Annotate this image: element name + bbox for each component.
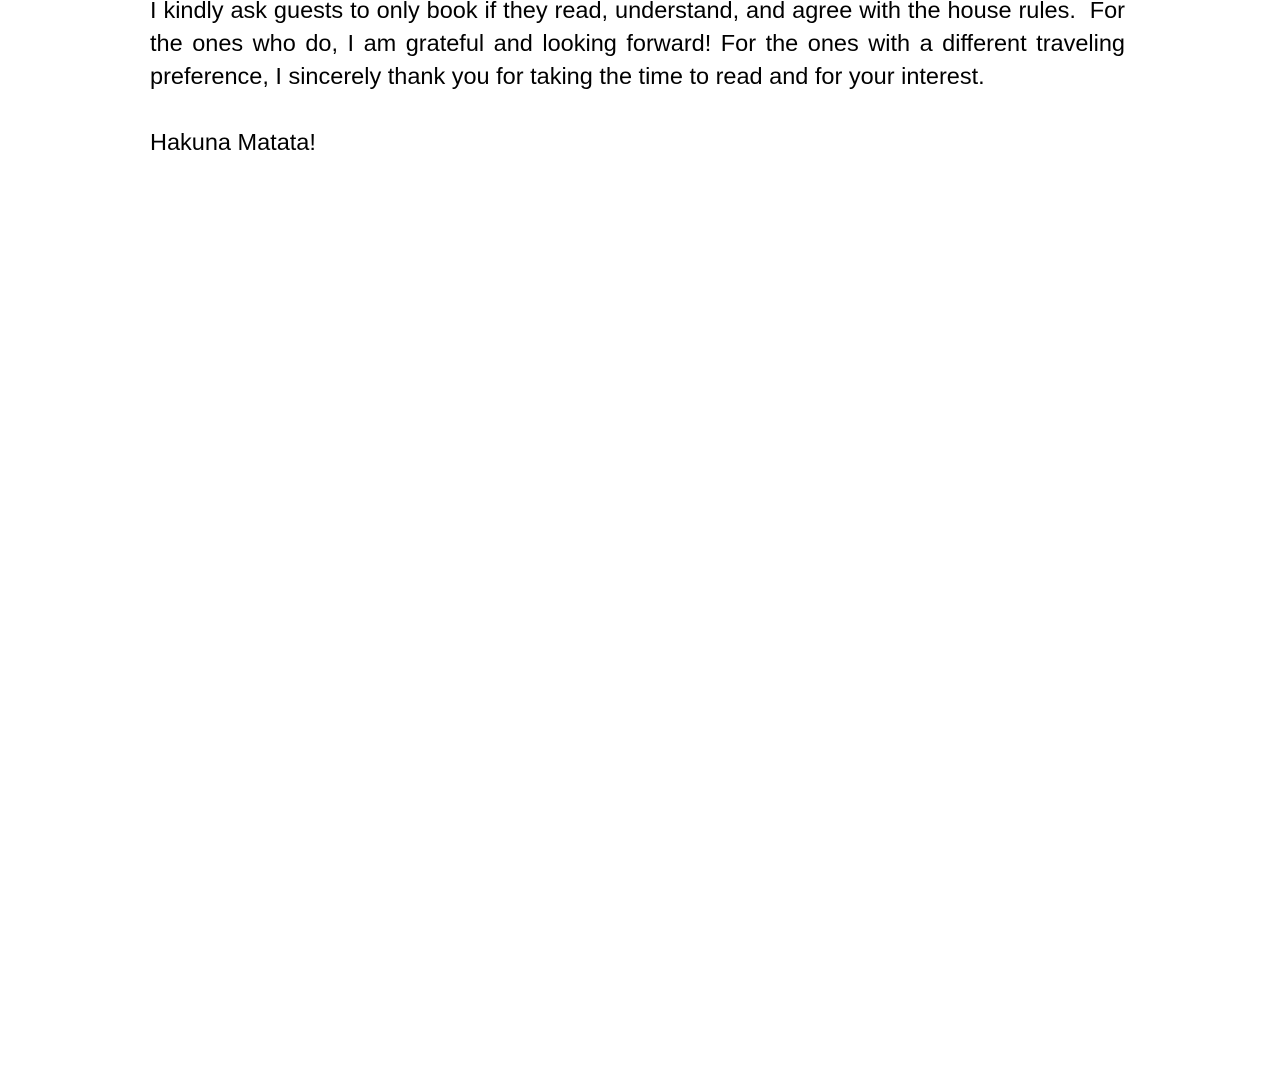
signoff-line: Hakuna Matata! (150, 129, 316, 155)
document-body (150, 0, 1132, 159)
closing-paragraph: I kindly ask guests to only book if they read, understand, and agree with the house rules. For the ones who do, I am grateful and looking forward! For the ones with a different traveling preference, I sincerely thank you for taking the time to read and for your interest. (150, 0, 1132, 89)
